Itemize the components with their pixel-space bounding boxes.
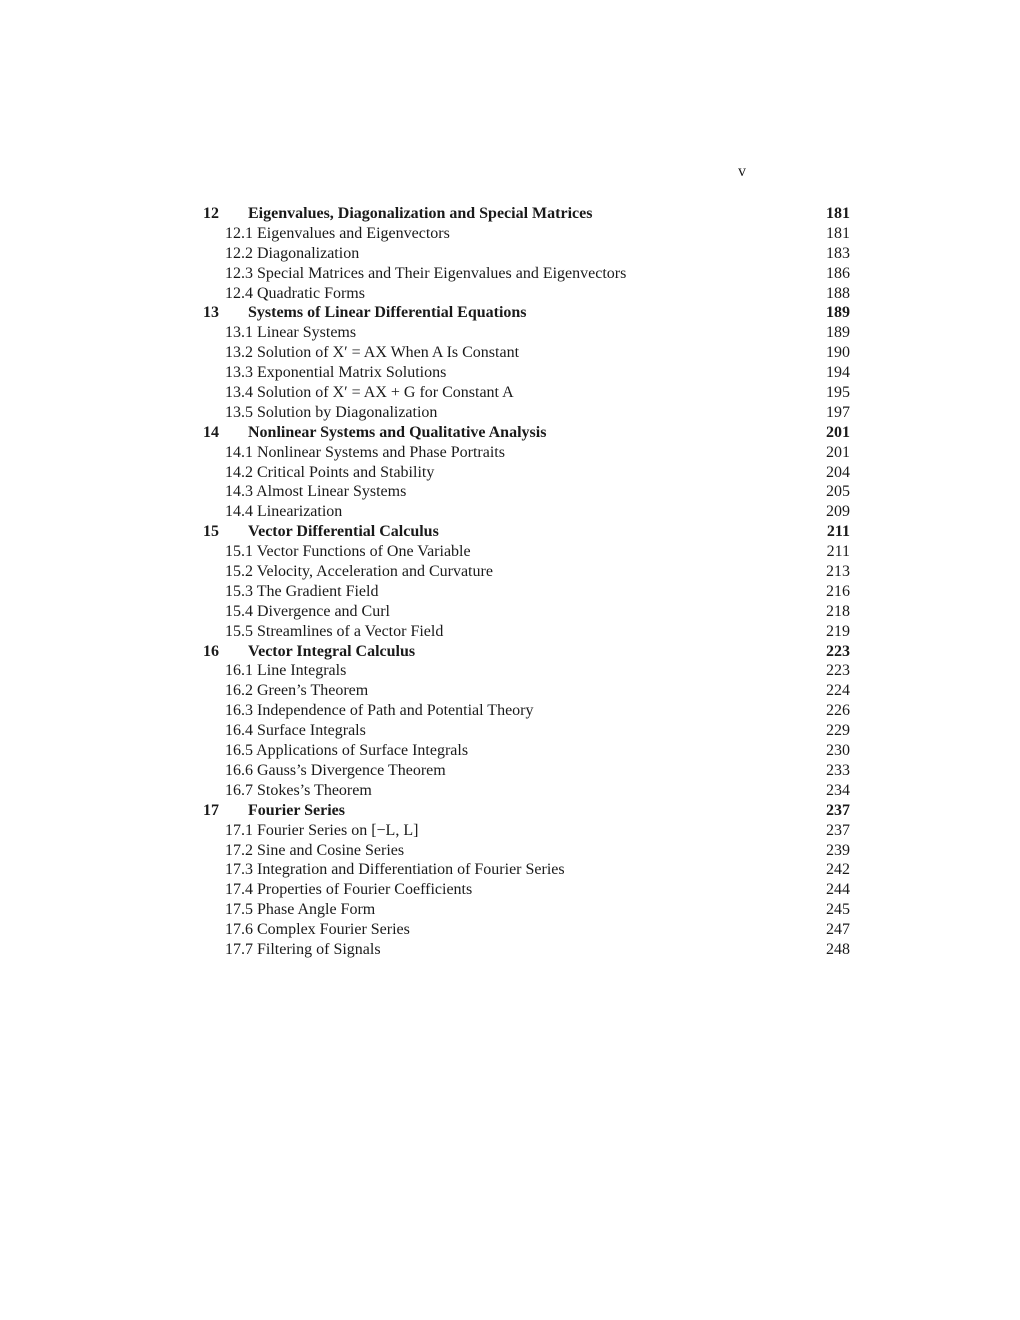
chapter-number: 13 [203,304,219,322]
page-ref: 195 [826,384,850,402]
page-ref: 197 [826,403,850,421]
page-ref: 189 [826,304,850,322]
chapter-title: Eigenvalues, Diagonalization and Special Matrices [248,205,593,222]
toc-section-row[interactable] [203,661,850,681]
section-title: 16.1 Line Integrals [225,662,347,680]
toc-section-row[interactable] [203,284,850,304]
toc-section-row[interactable] [203,542,850,562]
toc-section-row[interactable] [203,821,850,841]
toc-section-row[interactable] [203,880,850,900]
toc-chapter-row[interactable] [203,303,850,323]
chapter-number: 14 [203,423,219,441]
toc-section-row[interactable] [203,502,850,522]
page-ref: 186 [826,264,850,282]
toc-section-row[interactable] [203,761,850,781]
toc-section-row[interactable] [203,602,850,622]
toc-section-row[interactable] [203,622,850,642]
page-ref: 188 [826,284,850,302]
chapter-number: 15 [203,523,219,541]
section-title: 13.2 Solution of X′ = AX When A Is Constant [225,344,520,362]
page-ref: 209 [826,503,850,521]
section-title: 13.4 Solution of X′ = AX + G for Constant A [225,384,514,402]
page-ref: 201 [826,443,850,461]
chapter-number: 12 [203,205,219,222]
section-title: 15.5 Streamlines of a Vector Field [225,622,444,640]
page-ref: 189 [826,324,850,342]
toc-section-row[interactable] [203,701,850,721]
section-title: 16.2 Green’s Theorem [225,682,369,700]
toc-section-row[interactable] [203,681,850,701]
page-ref: 242 [826,861,850,879]
chapter-title: Vector Integral Calculus [248,642,416,660]
toc-section-row[interactable] [203,562,850,582]
page-ref: 237 [826,821,850,839]
toc-section-row[interactable] [203,482,850,502]
section-title: 16.3 Independence of Path and Potential Theory [225,702,534,720]
toc-section-row[interactable] [203,721,850,741]
page-ref: 181 [826,224,850,242]
table-of-contents [203,204,850,960]
page-ref: 218 [826,602,850,620]
toc-section-row[interactable] [203,920,850,940]
toc-section-row[interactable] [203,463,850,483]
toc-section-row[interactable] [203,244,850,264]
section-title: 14.4 Linearization [225,503,343,521]
page-ref: 223 [826,662,850,680]
section-title: 13.3 Exponential Matrix Solutions [225,364,447,382]
section-title: 13.1 Linear Systems [225,324,357,342]
section-title: 12.3 Special Matrices and Their Eigenvalues and Eigenvectors [225,264,627,282]
page-ref: 229 [826,722,850,740]
toc-section-row[interactable] [203,781,850,801]
section-title: 15.2 Velocity, Acceleration and Curvature [225,563,493,581]
section-title: 16.7 Stokes’s Theorem [225,781,372,799]
toc-section-row[interactable] [203,343,850,363]
toc-section-row[interactable] [203,383,850,403]
section-title: 12.4 Quadratic Forms [225,284,365,302]
section-title: 17.3 Integration and Differentiation of Fourier Series [225,861,565,879]
page-ref: 224 [826,682,850,700]
section-title: 15.3 The Gradient Field [225,582,379,600]
page-ref: 183 [826,244,850,262]
toc-section-row[interactable] [203,224,850,244]
toc-section-row[interactable] [203,860,850,880]
section-title: 16.6 Gauss’s Divergence Theorem [225,761,446,779]
toc-section-row[interactable] [203,363,850,383]
page-ref: 223 [826,642,850,660]
section-title: 17.6 Complex Fourier Series [225,921,410,939]
page-ref: 234 [826,781,850,799]
page-ref: 181 [826,205,850,222]
chapter-number: 17 [203,801,219,819]
chapter-title: Systems of Linear Differential Equations [248,304,527,322]
page-ref: 247 [826,921,850,939]
section-title: 12.2 Diagonalization [225,244,360,262]
section-title: 17.1 Fourier Series on [−L, L] [225,821,419,839]
toc-section-row[interactable] [203,403,850,423]
section-title: 17.5 Phase Angle Form [225,901,376,919]
page-ref: 211 [826,543,850,561]
toc-section-row[interactable] [203,900,850,920]
page-ref: 216 [826,582,850,600]
section-title: 12.1 Eigenvalues and Eigenvectors [225,224,450,242]
page-ref: 237 [826,801,850,819]
page-ref: 219 [826,622,850,640]
page-ref: 226 [826,702,850,720]
page-ref: 204 [826,463,850,481]
page-ref: 230 [826,742,850,760]
toc-chapter-row[interactable] [203,801,850,821]
toc-section-row[interactable] [203,940,850,960]
toc-chapter-row[interactable] [203,522,850,542]
chapter-number: 16 [203,642,219,660]
toc-section-row[interactable] [203,323,850,343]
toc-chapter-row[interactable] [203,423,850,443]
section-title: 16.4 Surface Integrals [225,722,366,740]
toc-section-row[interactable] [203,264,850,284]
section-title: 14.1 Nonlinear Systems and Phase Portraits [225,443,505,461]
toc-section-row[interactable] [203,443,850,463]
section-title: 15.4 Divergence and Curl [225,602,390,620]
page-ref: 213 [826,563,850,581]
page-ref: 194 [826,364,850,382]
toc-section-row[interactable] [203,582,850,602]
section-title: 17.7 Filtering of Signals [225,940,381,958]
toc-chapter-row[interactable] [203,642,850,662]
page-ref: 239 [826,841,850,859]
section-title: 14.3 Almost Linear Systems [225,483,407,501]
page-ref: 248 [826,940,850,958]
page-ref: 233 [826,761,850,779]
section-title: 17.4 Properties of Fourier Coefficients [225,881,473,899]
chapter-title: Fourier Series [248,801,346,819]
toc-chapter-row[interactable] [203,204,850,224]
chapter-title: Vector Differential Calculus [248,523,439,541]
page-ref: 205 [826,483,850,501]
section-title: 17.2 Sine and Cosine Series [225,841,405,859]
section-title: 16.5 Applications of Surface Integrals [225,742,469,760]
page-ref: 211 [826,523,850,541]
page-number: v [738,163,746,180]
section-title: 15.1 Vector Functions of One Variable [225,543,471,561]
chapter-title: Nonlinear Systems and Qualitative Analysis [248,423,547,441]
toc-section-row[interactable] [203,841,850,861]
page-ref: 245 [826,901,850,919]
page-ref: 244 [826,881,850,899]
page-ref: 201 [826,423,850,441]
section-title: 13.5 Solution by Diagonalization [225,403,438,421]
section-title: 14.2 Critical Points and Stability [225,463,435,481]
page-ref: 190 [826,344,850,362]
toc-section-row[interactable] [203,741,850,761]
